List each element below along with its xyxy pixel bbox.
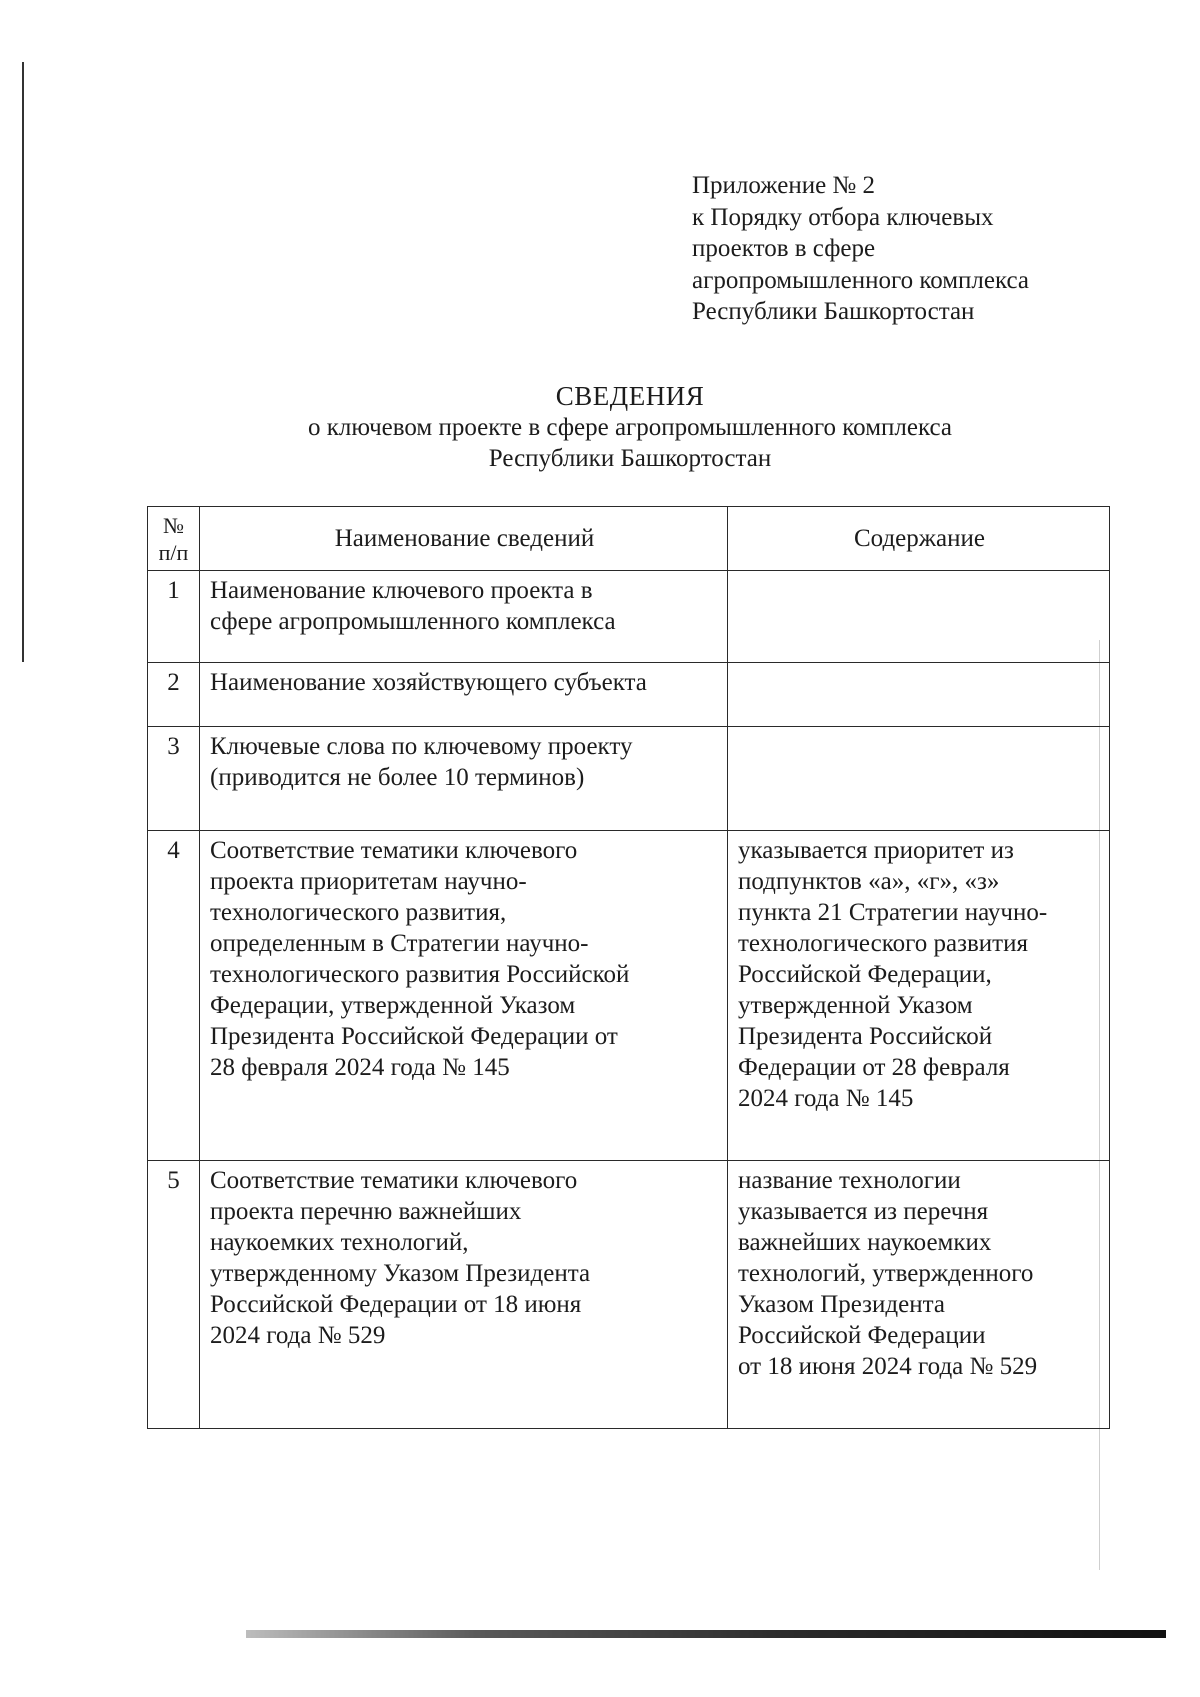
document-heading [150,380,1110,474]
scan-bottom-bar [246,1630,1166,1638]
table-header-row [148,507,1110,571]
row-content [728,571,1110,663]
document-subtitle: Республики Башкортостан [488,445,772,472]
document-title: СВЕДЕНИЯ [555,381,705,411]
row-name: Ключевые слова по ключевому проекту (приводится не более 10 терминов) [200,727,728,831]
table-row [148,571,1110,663]
header-name: Наименование сведений [200,507,728,571]
scan-edge-line [22,62,24,662]
row-number: 2 [148,663,200,727]
row-number: 4 [148,831,200,1161]
row-number: 1 [148,571,200,663]
header-number: № п/п [148,507,200,571]
table-row [148,831,1110,1161]
row-name: Наименование ключевого проекта в сфере агропромышленного комплекса [200,571,728,663]
appendix-line: агропромышленного комплекса [692,266,1030,294]
row-number: 3 [148,727,200,831]
row-name: Соответствие тематики ключевого проекта приоритетам научно- технологического развития, определенным в Стратегии научно- технологического развития Российской Федерации, утвержденной Указом Президента Российской Федерации от 28 февраля 2024 года № 145 [200,831,728,1161]
table-row [148,727,1110,831]
appendix-line: Приложение № 2 [692,172,876,199]
row-name: Соответствие тематики ключевого проекта перечню важнейших наукоемких технологий, утвержденному Указом Президента Российской Федерации от 18 июня 2024 года № 529 [200,1161,728,1429]
row-content: название технологии указывается из перечня важнейших наукоемких технологий, утвержденного Указом Президента Российской Федерации от 18 июня 2024 года № 529 [728,1161,1110,1429]
row-name: Наименование хозяйствующего субъекта [200,663,728,727]
table-row [148,663,1110,727]
document-subtitle: о ключевом проекте в сфере агропромышленного комплекса [308,414,952,441]
row-content [728,727,1110,831]
row-content [728,663,1110,727]
row-content: указывается приоритет из подпунктов «а», «г», «з» пункта 21 Стратегии научно- технологического развития Российской Федерации, утвержденной Указом Президента Российской Федерации от 28 февраля 2024 года № 145 [728,831,1110,1161]
header-content: Содержание [728,507,1110,571]
info-table [147,506,1110,1429]
appendix-line: проектов в сфере [692,235,876,262]
table-row [148,1161,1110,1429]
appendix-line: Республики Башкортостан [692,298,975,325]
appendix-note [692,170,1112,328]
appendix-line: к Порядку отбора ключевых [692,203,994,231]
row-number: 5 [148,1161,200,1429]
